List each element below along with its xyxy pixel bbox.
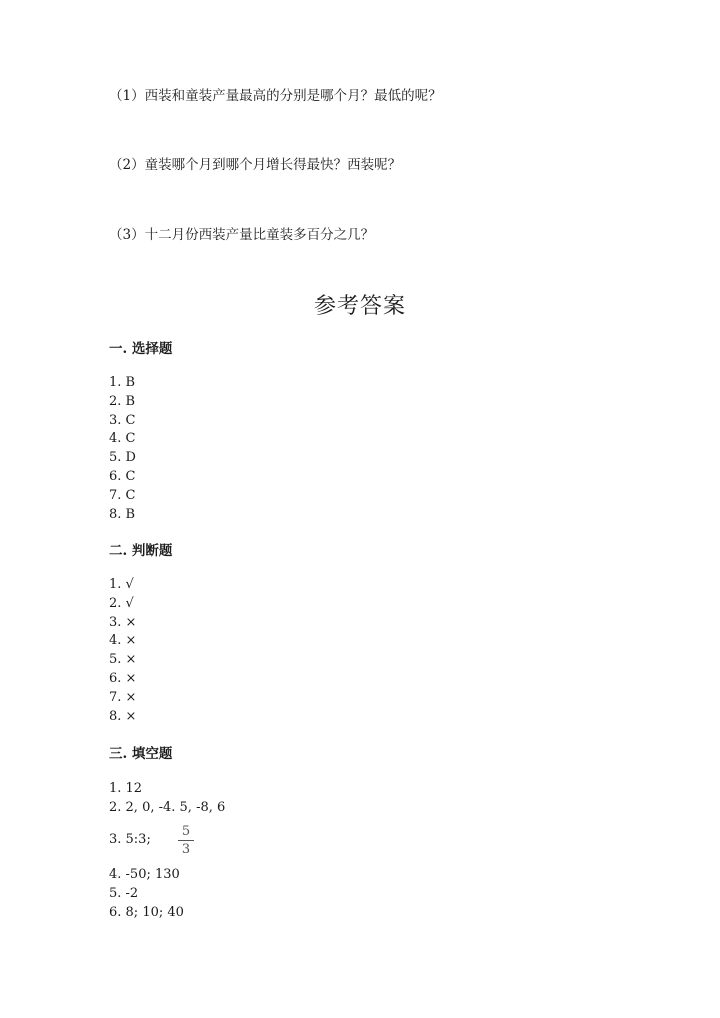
question-3: （3）十二月份西装产量比童装多百分之几？ (109, 227, 375, 243)
fraction-denominator: 3 (181, 842, 191, 857)
judge-answer-5: 5. × (109, 652, 137, 668)
judge-answer-7: 7. × (109, 689, 137, 705)
question-1: （1）西装和童装产量最高的分别是哪个月？最低的呢？ (109, 88, 442, 104)
fill-answer-1: 1. 12 (109, 781, 143, 796)
fill-answer-2: 2. 2, 0, -4. 5, -8, 6 (109, 800, 226, 815)
judge-answer-list (109, 576, 136, 726)
choice-answer-2: 2. B (109, 393, 136, 409)
section-heading-fill: 三. 填空题 (109, 746, 173, 762)
section-heading-judge: 二. 判断题 (109, 543, 173, 559)
fraction-bar (178, 840, 194, 841)
fraction-numerator: 5 (181, 824, 191, 839)
fill-answer-4: 4. -50; 130 (109, 867, 180, 882)
fill-answer-3: 3. 5:3; (109, 832, 151, 847)
judge-answer-1: 1. √ (109, 577, 134, 592)
section-heading-choice: 一. 选择题 (109, 341, 173, 357)
choice-answer-8: 8. B (109, 506, 136, 522)
judge-answer-8: 8. × (109, 708, 137, 724)
fill-answer-6: 6. 8; 10; 40 (109, 905, 184, 920)
choice-answer-list (109, 374, 136, 524)
question-2: （2）童装哪个月到哪个月增长得最快？西装呢？ (109, 157, 402, 173)
choice-answer-4: 4. C (109, 431, 136, 447)
choice-answer-5: 5. D (109, 450, 136, 466)
choice-answer-1: 1. B (109, 375, 136, 390)
choice-answer-7: 7. C (109, 487, 136, 503)
choice-answer-6: 6. C (109, 468, 136, 484)
judge-answer-2: 2. √ (109, 595, 134, 611)
answer-title: 参考答案 (313, 294, 406, 319)
choice-answer-3: 3. C (109, 412, 136, 428)
judge-answer-6: 6. × (109, 670, 137, 686)
judge-answer-3: 3. × (109, 614, 137, 630)
judge-answer-4: 4. × (109, 633, 137, 649)
fraction-five-thirds (178, 824, 194, 857)
fill-answer-5: 5. -2 (109, 886, 139, 901)
